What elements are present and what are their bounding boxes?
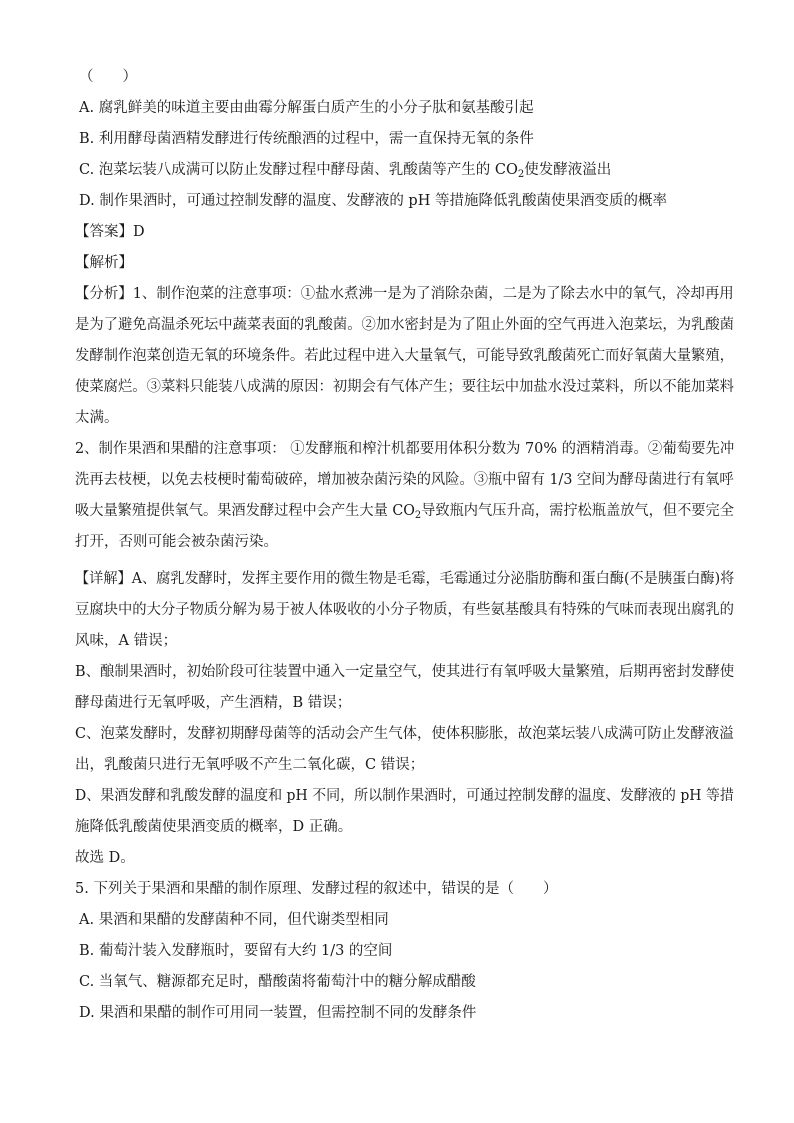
analysis-line: 洗再去枝梗，以免去枝梗时葡萄破碎，增加被杂菌污染的风险。③瓶中留有 1/3 空间为酵母菌进行有氧呼 — [75, 472, 734, 488]
analysis-line: 打开，否则可能会被杂菌污染。 — [75, 534, 278, 550]
detail-line: B、酿制果酒时，初始阶段可往装置中通入一定量空气，使其进行有氧呼吸大量繁殖，后期再密封发酵使 — [75, 664, 735, 680]
q4-option-b: B. 利用酵母菌酒精发酵进行传统酿酒的过程中，需一直保持无氧的条件 — [79, 131, 534, 147]
detail-line: 【详解】A、腐乳发酵时，发挥主要作用的微生物是毛霉，毛霉通过分泌脂肪酶和蛋白酶(不是胰蛋白酶)将 — [75, 571, 735, 587]
analysis-header: 【解析】 — [75, 255, 133, 271]
analysis-line: 【分析】1、制作泡菜的注意事项：①盐水煮沸一是为了消除杂菌，二是为了除去水中的氧气，冷却再用 — [75, 286, 734, 302]
detail-line: 豆腐块中的大分子物质分解为易于被人体吸收的小分子物质，有些氨基酸具有特殊的气味而表现出腐乳的 — [75, 602, 734, 618]
q5-option-c: C. 当氧气、糖源都充足时，醋酸菌将葡萄汁中的糖分解成醋酸 — [79, 974, 476, 990]
answer-label: 【答案】D — [75, 224, 145, 240]
q4-option-d: D. 制作果酒时，可通过控制发酵的温度、发酵液的 pH 等措施降低乳酸菌使果酒变质的概率 — [79, 193, 667, 209]
question-4-bracket: （ ） — [79, 69, 137, 85]
q4-option-c: C. 泡菜坛装八成满可以防止发酵过程中酵母菌、乳酸菌等产生的 $CO_2$使发酵液溢出 — [79, 162, 612, 180]
analysis-line: 发酵制作泡菜创造无氧的环境条件。若此过程中进入大量氧气，可能导致乳酸菌死亡而好氧菌大量繁殖， — [75, 348, 734, 364]
q5-option-a: A. 果酒和果醋的发酵菌种不同，但代谢类型相同 — [79, 912, 389, 928]
q5-option-b: B. 葡萄汁装入发酵瓶时，要留有大约 1/3 的空间 — [79, 943, 393, 959]
analysis-line: 吸大量繁殖提供氧气。果酒发酵过程中会产生大量 $CO_2$导致瓶内气压升高，需拧松瓶盖放气，但不要完全 — [75, 503, 734, 521]
detail-line: 施降低乳酸菌使果酒变质的概率，D 正确。 — [75, 819, 353, 835]
q5-option-d: D. 果酒和果醋的制作可用同一装置，但需控制不同的发酵条件 — [79, 1005, 477, 1021]
detail-line: C、泡菜发酵时，发酵初期酵母菌等的活动会产生气体，使体积膨胀，故泡菜坛装八成满可防止发酵液溢 — [75, 726, 734, 742]
analysis-line: 使菜腐烂。③菜料只能装八成满的原因：初期会有气体产生；要往坛中加盐水没过菜料，所以不能加菜料 — [75, 379, 734, 395]
analysis-line: 2、制作果酒和果醋的注意事项： ①发酵瓶和榨汁机都要用体积分数为 70% 的酒精消毒。②葡萄要先冲 — [75, 441, 735, 457]
question-5-stem: 5. 下列关于果酒和果醋的制作原理、发酵过程的叙述中，错误的是（ ） — [75, 881, 558, 897]
analysis-line: 太满。 — [75, 410, 119, 426]
detail-line: D、果酒发酵和乳酸发酵的温度和 pH 不同，所以制作果酒时，可通过控制发酵的温度、发酵液的 pH 等措 — [75, 788, 734, 804]
detail-line: 故选 D。 — [75, 850, 135, 866]
detail-line: 出，乳酸菌只进行无氧呼吸不产生二氧化碳，C 错误； — [75, 757, 425, 773]
detail-line: 风味，A 错误； — [75, 633, 178, 649]
detail-line: 酵母菌进行无氧呼吸，产生酒精，B 错误； — [75, 695, 352, 711]
q4-option-a: A. 腐乳鲜美的味道主要由曲霉分解蛋白质产生的小分子肽和氨基酸引起 — [79, 100, 534, 116]
analysis-line: 是为了避免高温杀死坛中蔬菜表面的乳酸菌。②加水密封是为了阻止外面的空气再进入泡菜坛，为乳酸菌 — [75, 317, 734, 333]
